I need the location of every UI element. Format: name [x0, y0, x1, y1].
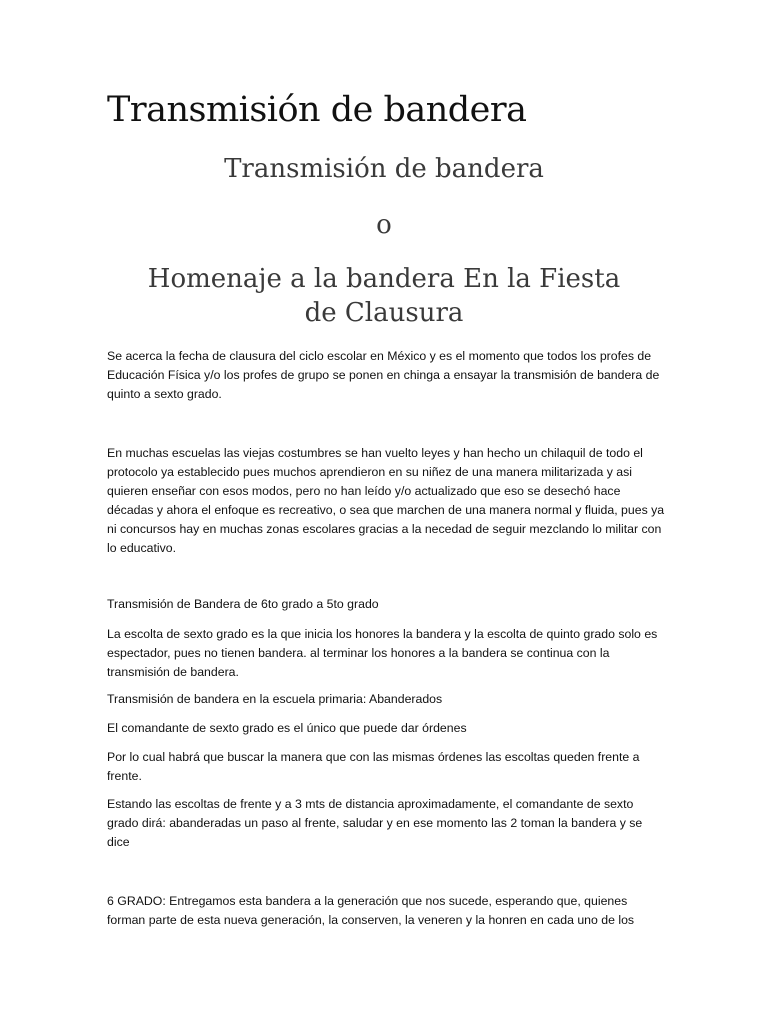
paragraph-6-grado: 6 GRADO: Entregamos esta bandera a la generación que nos sucede, esperando que, quienes forman parte de esta nueva generación, la conserven, la veneren y la honren en cada uno de los — [107, 894, 635, 928]
paragraph-intro: Se acerca la fecha de clausura del ciclo escolar en México y es el momento que todos los profes de Educación Física y/o los profes de grupo se ponen en chinga a ensayar la transmisión de bandera de quinto a sexto grado. — [107, 349, 660, 402]
document-subtitle: Transmisión de bandera — [224, 154, 544, 184]
paragraph-escolta: La escolta de sexto grado es la que inicia los honores la bandera y la escolta de quinto grado solo es espectador, pues no tienen bandera. al terminar los honores a la bandera se continua con la transmisión de bandera. — [107, 627, 658, 680]
paragraph-distancia: Estando las escoltas de frente y a 3 mts de distancia aproximadamente, el comandante de sexto grado dirá: abanderadas un paso al frente, saludar y en ese momento las 2 toman la bandera y se dice — [107, 797, 643, 850]
paragraph-customs: En muchas escuelas las viejas costumbres se han vuelto leyes y han hecho un chilaquil de todo el protocolo ya establecido pues muchos aprendieron en su niñez de una manera militarizada y asi quieren enseñar con esos modos, pero no han leído y/o actualizado que eso se desechó hace décadas y ahora el enfoque es recreativo, o sea que marchen de una manera normal y fluida, pues ya ni concursos hay en muchas zonas escolares gracias a la necedad de seguir mezclando lo militar con lo educativo. — [107, 446, 665, 556]
connector-text: o — [376, 210, 392, 240]
document-title: Transmisión de bandera — [107, 90, 527, 130]
section-heading: Homenaje a la bandera En la Fiesta de Clausura — [147, 264, 621, 328]
paragraph-subheading-6to-5to: Transmisión de Bandera de 6to grado a 5to grado — [107, 597, 379, 611]
paragraph-abanderados: Transmisión de bandera en la escuela primaria: Abanderados — [107, 692, 443, 706]
paragraph-ordenes: Por lo cual habrá que buscar la manera que con las mismas órdenes las escoltas queden frente a frente. — [107, 750, 640, 784]
paragraph-comandante: El comandante de sexto grado es el único que puede dar órdenes — [107, 721, 467, 735]
